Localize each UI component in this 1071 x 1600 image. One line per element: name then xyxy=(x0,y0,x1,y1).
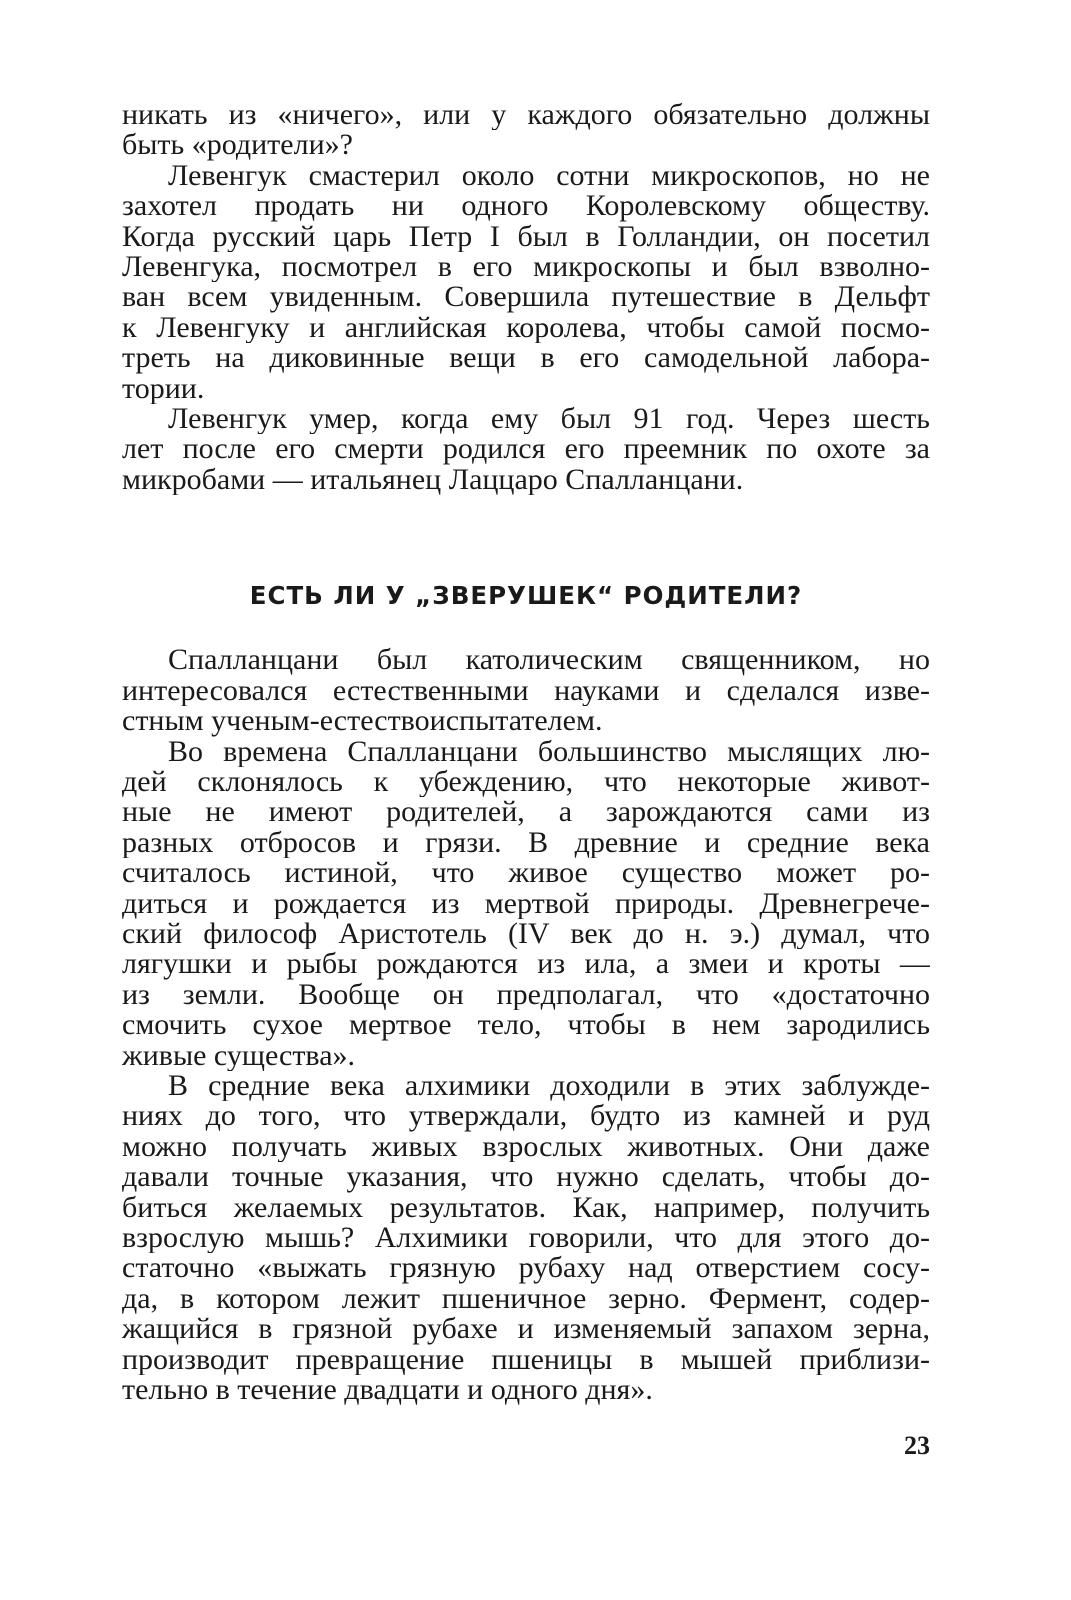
text-line: давали точные указания, что нужно сделать, чтобы до- xyxy=(122,1162,930,1193)
section-heading: ЕСТЬ ЛИ У „ЗВЕРУШЕК“ РОДИТЕЛИ? xyxy=(249,581,803,611)
text-line: Левенгука, посмотрел в его микроскопы и был взволно- xyxy=(122,252,930,283)
paragraph xyxy=(122,737,930,1071)
text-line: разных отбросов и грязи. В древние и средние века xyxy=(122,827,930,859)
text-line: ский философ Аристотель (IV век до н. э.) думал, что xyxy=(122,918,930,950)
text-line: биться желаемых результатов. Как, например, получить xyxy=(122,1192,930,1223)
text-line: микробами — итальянец Лаццаро Спалланцани. xyxy=(122,464,744,496)
text-line: да, в котором лежит пшеничное зерно. Фермент, содер- xyxy=(122,1283,930,1315)
text-line: Когда русский царь Петр I был в Голландии, он посетил xyxy=(122,221,930,253)
text-line: из земли. Вообще он предполагал, что «достаточно xyxy=(122,979,930,1011)
text-line: к Левенгуку и английская королева, чтобы самой посмо- xyxy=(122,312,930,344)
paragraph xyxy=(122,1071,930,1405)
text-line: ниях до того, что утверждали, будто из камней и руд xyxy=(122,1101,930,1132)
text-line: В средние века алхимики доходили в этих заблужде- xyxy=(168,1070,930,1102)
text-line: Левенгук смастерил около сотни микроскопов, но не xyxy=(168,160,930,192)
text-line: живые существа». xyxy=(122,1040,356,1071)
text-line: тории. xyxy=(122,373,205,405)
page-number: 23 xyxy=(904,1431,930,1460)
text-line: Во времена Спалланцани большинство мыслящих лю- xyxy=(168,736,930,767)
body-text-top xyxy=(122,100,930,495)
paragraph xyxy=(122,645,930,736)
text-line: взрослую мышь? Алхимики говорили, что для этого до- xyxy=(122,1223,930,1254)
text-line: статочно «выжать грязную рубаху над отверстием сосу- xyxy=(122,1253,930,1284)
text-line: можно получать живых взрослых животных. Они даже xyxy=(122,1131,930,1163)
text-line: лягушки и рыбы рождаются из ила, а змеи и кроты — xyxy=(122,949,930,980)
text-line: лет после его смерти родился его преемник по охоте за xyxy=(122,434,930,465)
paragraph xyxy=(122,100,930,161)
book-page xyxy=(122,100,930,1405)
text-line: ные не имеют родителей, а зарождаются сами из xyxy=(122,797,930,828)
text-line: быть «родители»? xyxy=(122,130,353,161)
text-line: дей склонялось к убеждению, что некоторые живот- xyxy=(122,766,930,798)
text-line: Спалланцани был католическим священником, но xyxy=(168,645,930,676)
paragraph xyxy=(122,404,930,495)
text-line: захотел продать ни одного Королевскому обществу. xyxy=(122,191,930,222)
body-text-section xyxy=(122,645,930,1405)
text-line: жащийся в грязной рубахе и изменяемый запахом зерна, xyxy=(122,1314,930,1345)
section-spacer xyxy=(122,495,930,581)
text-line: смочить сухое мертвое тело, чтобы в нем зародились xyxy=(122,1010,930,1041)
text-line: никать из «ничего», или у каждого обязательно должны xyxy=(122,100,930,131)
text-line: стным ученым-естествоиспытателем. xyxy=(122,706,603,737)
text-line: ван всем увиденным. Совершила путешествие в Дельфт xyxy=(122,282,930,313)
text-line: производит превращение пшеницы в мышей приблизи- xyxy=(122,1344,930,1376)
text-line: диться и рождается из мертвой природы. Древнегрече- xyxy=(122,888,930,919)
text-line: треть на диковинные вещи в его самодельной лабора- xyxy=(122,343,930,374)
text-line: Левенгук умер, когда ему был 91 год. Через шесть xyxy=(168,404,930,435)
text-line: интересовался естественными науками и сделался изве- xyxy=(122,675,930,707)
text-line: тельно в течение двадцати и одного дня». xyxy=(122,1375,653,1406)
text-line: считалось истиной, что живое существо может ро- xyxy=(122,858,930,889)
paragraph xyxy=(122,161,930,404)
